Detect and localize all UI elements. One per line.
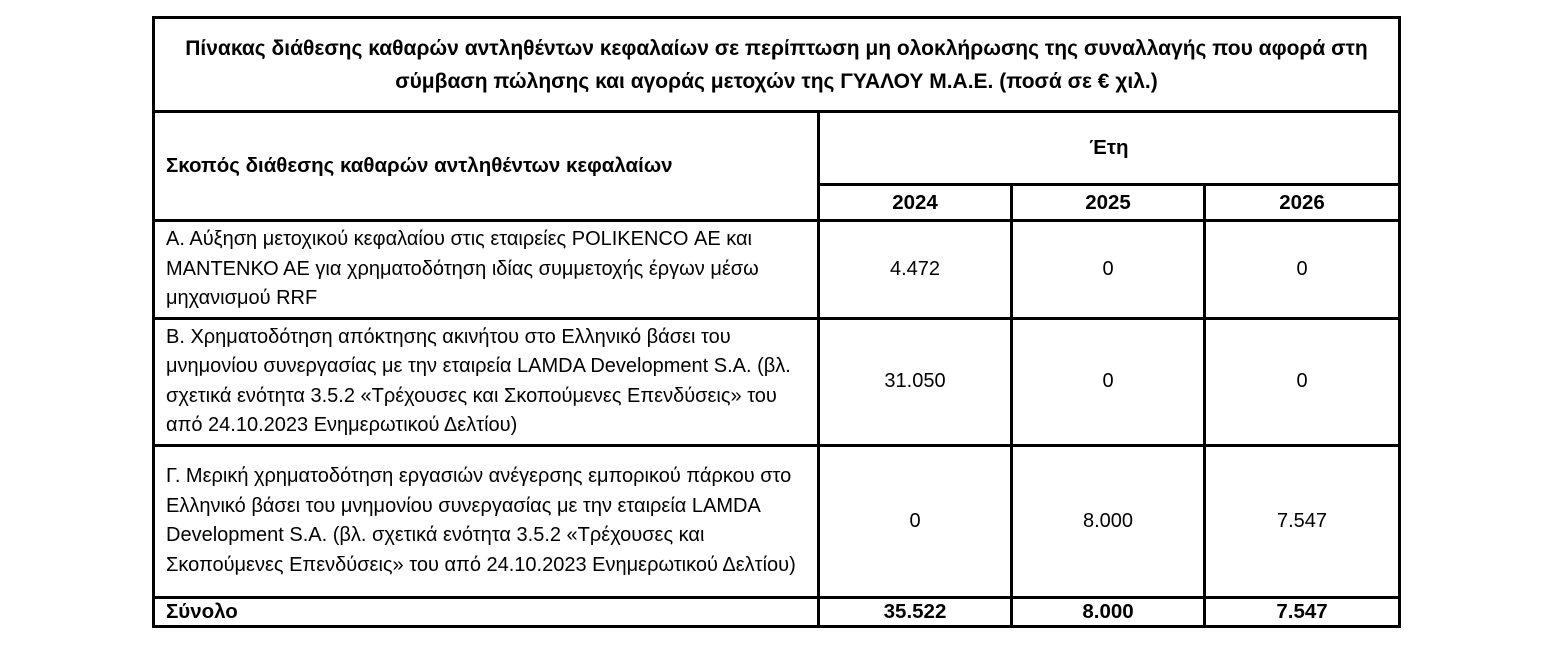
- table-title: [154, 18, 1400, 112]
- row-b-value-2026: 0: [1205, 318, 1400, 445]
- purpose-column-header: Σκοπός διάθεσης καθαρών αντληθέντων κεφαλαίων: [154, 112, 819, 221]
- row-b-label: Β. Χρηματοδότηση απόκτησης ακινήτου στο Ελληνικό βάσει του μνημονίου συνεργασίας με την εταιρεία LAMDA Development S.A. (βλ. σχετικά ενότητα 3.5.2 «Τρέχουσες και Σκοπούμενες Επενδύσεις» του από 24.10.2023 Ενημερωτικού Δελτίου): [154, 318, 819, 445]
- row-b-value-2024: 31.050: [819, 318, 1012, 445]
- table-title-text: Πίνακας διάθεσης καθαρών αντληθέντων κεφαλαίων σε περίπτωση μη ολοκλήρωσης της συναλλαγής που αφορά στη σύμβαση πώλησης και αγοράς μετοχών της ΓΥΑΛΟΥ Μ.Α.Ε. (ποσά σε € χιλ.): [185, 36, 1368, 93]
- total-value-2024: 35.522: [819, 597, 1012, 626]
- year-header-2025: 2025: [1012, 185, 1205, 221]
- year-header-2026: 2026: [1205, 185, 1400, 221]
- row-b-value-2025: 0: [1012, 318, 1205, 445]
- total-row: [154, 597, 1400, 626]
- capital-allocation-table: [152, 16, 1401, 628]
- row-c-value-2025: 8.000: [1012, 445, 1205, 597]
- table-row-c: [154, 445, 1400, 597]
- row-c-value-2024: 0: [819, 445, 1012, 597]
- table-row-b: [154, 318, 1400, 445]
- row-a-value-2024: 4.472: [819, 221, 1012, 319]
- total-label: Σύνολο: [154, 597, 819, 626]
- title-row: [154, 18, 1400, 112]
- row-a-value-2026: 0: [1205, 221, 1400, 319]
- total-value-2026: 7.547: [1205, 597, 1400, 626]
- row-c-value-2026: 7.547: [1205, 445, 1400, 597]
- years-group-header: Έτη: [819, 112, 1400, 185]
- year-header-2024: 2024: [819, 185, 1012, 221]
- row-c-label: Γ. Μερική χρηματοδότηση εργασιών ανέγερσης εμπορικού πάρκου στο Ελληνικό βάσει του μνημονίου συνεργασίας με την εταιρεία LAMDA Development S.A. (βλ. σχετικά ενότητα 3.5.2 «Τρέχουσες και Σκοπούμενες Επενδύσεις» του από 24.10.2023 Ενημερωτικού Δελτίου): [154, 445, 819, 597]
- header-row-groups: [154, 112, 1400, 185]
- row-a-label: Α. Αύξηση μετοχικού κεφαλαίου στις εταιρείες POLIKENCO ΑΕ και ΜΑΝΤΕΝΚΟ ΑΕ για χρηματοδότηση ιδίας συμμετοχής έργων μέσω μηχανισμού RRF: [154, 221, 819, 319]
- row-a-value-2025: 0: [1012, 221, 1205, 319]
- table-row-a: [154, 221, 1400, 319]
- total-value-2025: 8.000: [1012, 597, 1205, 626]
